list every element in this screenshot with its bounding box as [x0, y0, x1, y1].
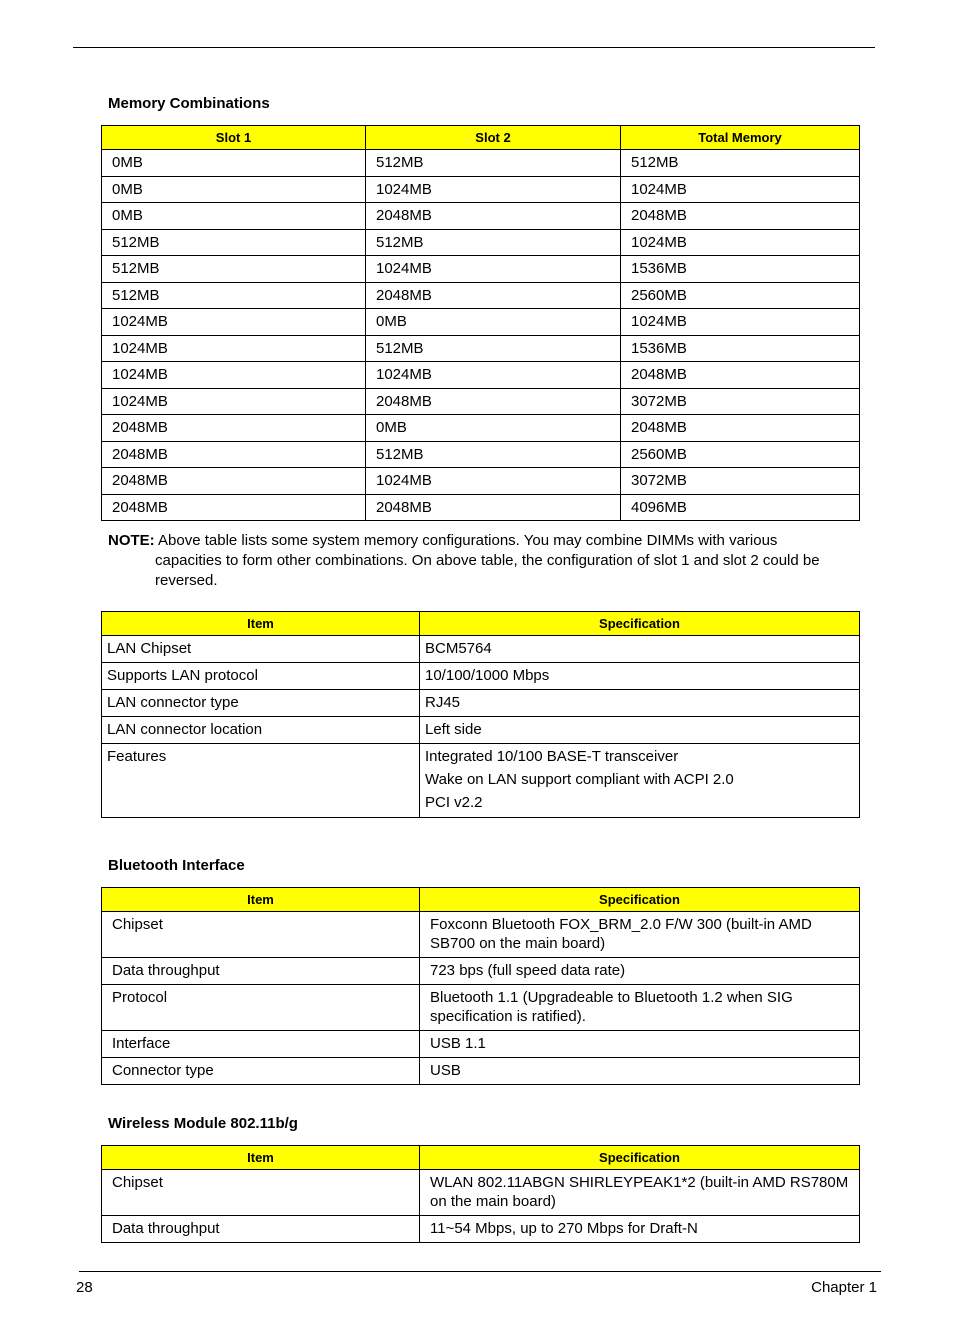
specification-line: Wake on LAN support compliant with ACPI 2.0	[425, 771, 734, 788]
slot2-cell: 1024MB	[366, 176, 621, 203]
total-memory-cell: 3072MB	[621, 388, 860, 415]
table-row	[102, 1216, 860, 1243]
table-header-row	[102, 1146, 860, 1170]
specification-cell: WLAN 802.11ABGN SHIRLEYPEAK1*2 (built-in AMD RS780M on the main board)	[420, 1170, 860, 1216]
item-cell: Interface	[102, 1031, 420, 1058]
slot1-cell: 1024MB	[102, 362, 366, 389]
table-row	[102, 1031, 860, 1058]
table-header-row	[102, 126, 860, 150]
table-row	[102, 1170, 860, 1216]
specification-cell	[420, 717, 860, 744]
table-row	[102, 176, 860, 203]
item-cell: Protocol	[102, 985, 420, 1031]
chapter-label: Chapter 1	[811, 1279, 877, 1296]
table-row	[102, 912, 860, 958]
memory-combinations-heading: Memory Combinations	[108, 95, 270, 112]
total-memory-cell: 3072MB	[621, 468, 860, 495]
table-row	[102, 717, 860, 744]
total-memory-cell: 4096MB	[621, 494, 860, 521]
item-cell: Supports LAN protocol	[102, 663, 420, 690]
total-memory-cell: 1024MB	[621, 229, 860, 256]
header-rule	[73, 47, 875, 48]
total-memory-cell: 1536MB	[621, 335, 860, 362]
slot1-cell: 512MB	[102, 229, 366, 256]
slot1-cell: 512MB	[102, 256, 366, 283]
item-cell: Connector type	[102, 1058, 420, 1085]
column-header-specification: Specification	[420, 612, 860, 636]
slot2-cell: 2048MB	[366, 388, 621, 415]
slot2-cell: 1024MB	[366, 362, 621, 389]
wireless-module-heading: Wireless Module 802.11b/g	[108, 1115, 298, 1132]
total-memory-cell: 2560MB	[621, 282, 860, 309]
column-header-slot1: Slot 1	[102, 126, 366, 150]
column-header-item: Item	[102, 888, 420, 912]
slot2-cell: 2048MB	[366, 494, 621, 521]
slot1-cell: 2048MB	[102, 494, 366, 521]
total-memory-cell: 1024MB	[621, 309, 860, 336]
item-cell: Data throughput	[102, 1216, 420, 1243]
table-row	[102, 415, 860, 442]
specification-line: Left side	[425, 721, 482, 738]
table-row	[102, 203, 860, 230]
item-cell: LAN Chipset	[102, 636, 420, 663]
specification-cell: USB 1.1	[420, 1031, 860, 1058]
total-memory-cell: 2048MB	[621, 362, 860, 389]
specification-line: BCM5764	[425, 640, 492, 657]
table-row	[102, 362, 860, 389]
slot2-cell: 512MB	[366, 335, 621, 362]
column-header-item: Item	[102, 1146, 420, 1170]
slot1-cell: 2048MB	[102, 441, 366, 468]
footer-rule	[79, 1271, 881, 1272]
specification-cell	[420, 663, 860, 690]
slot2-cell: 1024MB	[366, 468, 621, 495]
item-cell: LAN connector type	[102, 690, 420, 717]
note-continuation: capacities to form other combinations. On above table, the configuration of slot 1 and slot 2 could be reversed.	[155, 552, 820, 589]
column-header-slot2: Slot 2	[366, 126, 621, 150]
table-row	[102, 494, 860, 521]
specification-cell	[420, 636, 860, 663]
specification-line: PCI v2.2	[425, 794, 483, 811]
slot1-cell: 0MB	[102, 176, 366, 203]
bluetooth-interface-heading: Bluetooth Interface	[108, 857, 245, 874]
table-row	[102, 335, 860, 362]
table-row	[102, 282, 860, 309]
specification-cell: 11~54 Mbps, up to 270 Mbps for Draft-N	[420, 1216, 860, 1243]
specification-line: Integrated 10/100 BASE-T transceiver	[425, 748, 679, 765]
slot2-cell: 2048MB	[366, 203, 621, 230]
table-header-row	[102, 888, 860, 912]
table-row	[102, 958, 860, 985]
slot1-cell: 1024MB	[102, 309, 366, 336]
total-memory-cell: 1024MB	[621, 176, 860, 203]
specification-line: RJ45	[425, 694, 461, 711]
table-row	[102, 150, 860, 177]
slot1-cell: 1024MB	[102, 388, 366, 415]
slot2-cell: 512MB	[366, 441, 621, 468]
total-memory-cell: 512MB	[621, 150, 860, 177]
slot2-cell: 512MB	[366, 229, 621, 256]
specification-cell: USB	[420, 1058, 860, 1085]
table-row	[102, 468, 860, 495]
total-memory-cell: 2560MB	[621, 441, 860, 468]
table-row	[102, 441, 860, 468]
table-row	[102, 690, 860, 717]
column-header-specification: Specification	[420, 1146, 860, 1170]
item-cell: Chipset	[102, 1170, 420, 1216]
table-row	[102, 985, 860, 1031]
note-label: NOTE:	[108, 532, 155, 549]
specification-cell: Foxconn Bluetooth FOX_BRM_2.0 F/W 300 (built-in AMD SB700 on the main board)	[420, 912, 860, 958]
table-row	[102, 744, 860, 818]
memory-note	[108, 531, 860, 591]
total-memory-cell: 2048MB	[621, 415, 860, 442]
total-memory-cell: 1536MB	[621, 256, 860, 283]
specification-cell: 723 bps (full speed data rate)	[420, 958, 860, 985]
table-row	[102, 309, 860, 336]
specification-cell	[420, 690, 860, 717]
specification-cell	[420, 744, 860, 818]
item-cell: LAN connector location	[102, 717, 420, 744]
slot2-cell: 512MB	[366, 150, 621, 177]
column-header-specification: Specification	[420, 888, 860, 912]
total-memory-cell: 2048MB	[621, 203, 860, 230]
specification-cell: Bluetooth 1.1 (Upgradeable to Bluetooth 1.2 when SIG specification is ratified).	[420, 985, 860, 1031]
slot2-cell: 1024MB	[366, 256, 621, 283]
note-first-line: Above table lists some system memory configurations. You may combine DIMMs with various	[158, 532, 778, 549]
table-row	[102, 229, 860, 256]
slot1-cell: 2048MB	[102, 415, 366, 442]
table-row	[102, 636, 860, 663]
table-row	[102, 256, 860, 283]
slot1-cell: 0MB	[102, 150, 366, 177]
slot2-cell: 0MB	[366, 415, 621, 442]
slot1-cell: 1024MB	[102, 335, 366, 362]
lan-spec-table	[101, 611, 860, 818]
item-cell: Features	[102, 744, 420, 818]
table-header-row	[102, 612, 860, 636]
item-cell: Chipset	[102, 912, 420, 958]
item-cell: Data throughput	[102, 958, 420, 985]
slot2-cell: 0MB	[366, 309, 621, 336]
bluetooth-spec-table	[101, 887, 860, 1085]
slot1-cell: 2048MB	[102, 468, 366, 495]
slot1-cell: 0MB	[102, 203, 366, 230]
column-header-item: Item	[102, 612, 420, 636]
page-number: 28	[76, 1279, 93, 1296]
wireless-spec-table	[101, 1145, 860, 1243]
memory-combinations-table	[101, 125, 860, 521]
specification-line: 10/100/1000 Mbps	[425, 667, 550, 684]
slot1-cell: 512MB	[102, 282, 366, 309]
slot2-cell: 2048MB	[366, 282, 621, 309]
column-header-total-memory: Total Memory	[621, 126, 860, 150]
table-row	[102, 663, 860, 690]
table-row	[102, 1058, 860, 1085]
table-row	[102, 388, 860, 415]
